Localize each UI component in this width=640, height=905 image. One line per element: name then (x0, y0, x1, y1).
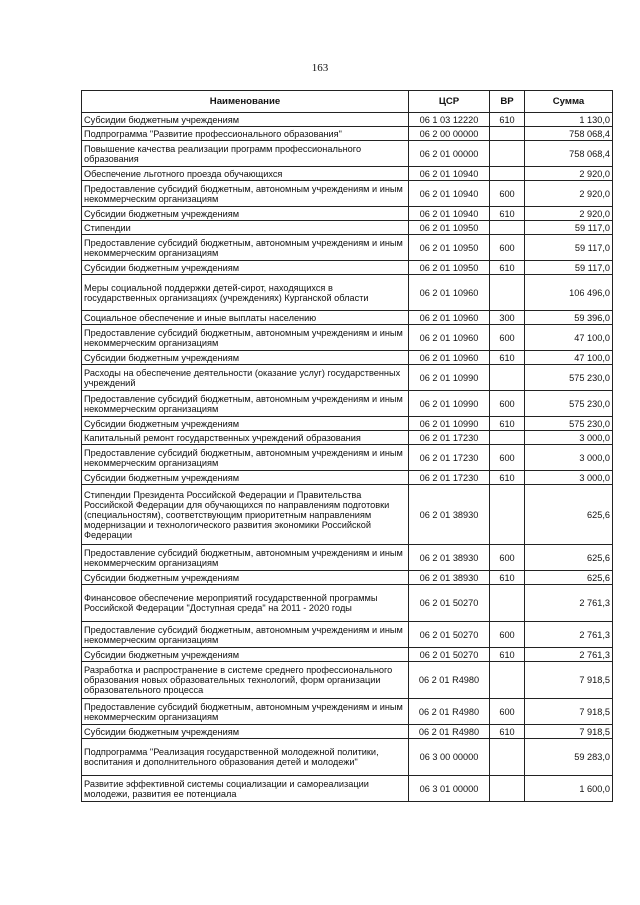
table-row (82, 391, 613, 417)
cell-csr: 06 2 01 50270 (409, 585, 490, 622)
table-row (82, 207, 613, 221)
table-row (82, 311, 613, 325)
cell-name: Предоставление субсидий бюджетным, автономным учреждениям и иным некоммерческим организациям (82, 445, 409, 471)
cell-vr: 600 (490, 545, 525, 571)
cell-sum: 2 761,3 (525, 622, 613, 648)
cell-vr: 600 (490, 622, 525, 648)
table-row (82, 622, 613, 648)
cell-sum: 2 761,3 (525, 648, 613, 662)
cell-vr (490, 776, 525, 802)
cell-sum: 2 920,0 (525, 207, 613, 221)
table-row (82, 739, 613, 776)
cell-csr: 06 2 01 10990 (409, 391, 490, 417)
cell-csr: 06 2 01 17230 (409, 471, 490, 485)
page-number: 163 (311, 62, 329, 74)
table-row (82, 776, 613, 802)
cell-name: Предоставление субсидий бюджетным, автономным учреждениям и иным некоммерческим организациям (82, 622, 409, 648)
cell-vr: 300 (490, 311, 525, 325)
cell-name: Подпрограмма "Реализация государственной молодежной политики, воспитания и дополнительного образования детей и молодежи" (82, 739, 409, 776)
cell-name: Субсидии бюджетным учреждениям (82, 571, 409, 585)
table-row (82, 261, 613, 275)
cell-name: Стипендии Президента Российской Федерации и Правительства Российской Федерации для обучающихся по направлениям подготовки (специальностям), соответствующим приоритетным направлениям модернизации и технологического развития экономики Российской Федерации (82, 485, 409, 545)
cell-csr: 06 2 01 10940 (409, 207, 490, 221)
cell-name: Предоставление субсидий бюджетным, автономным учреждениям и иным некоммерческим организациям (82, 699, 409, 725)
cell-vr: 610 (490, 207, 525, 221)
table-row (82, 431, 613, 445)
cell-sum: 2 761,3 (525, 585, 613, 622)
cell-vr: 610 (490, 571, 525, 585)
table-row (82, 725, 613, 739)
cell-csr: 06 2 01 00000 (409, 141, 490, 167)
cell-csr: 06 2 01 R4980 (409, 725, 490, 739)
cell-vr: 600 (490, 235, 525, 261)
cell-sum: 47 100,0 (525, 325, 613, 351)
cell-vr (490, 431, 525, 445)
table-row (82, 325, 613, 351)
cell-sum: 1 130,0 (525, 113, 613, 127)
cell-csr: 06 2 01 10960 (409, 275, 490, 311)
cell-name: Предоставление субсидий бюджетным, автономным учреждениям и иным некоммерческим организациям (82, 235, 409, 261)
cell-vr: 610 (490, 261, 525, 275)
cell-name: Субсидии бюджетным учреждениям (82, 261, 409, 275)
cell-name: Подпрограмма "Развитие профессионального образования" (82, 127, 409, 141)
cell-name: Меры социальной поддержки детей-сирот, находящихся в государственных организациях (учреждениях) Курганской области (82, 275, 409, 311)
cell-name: Предоставление субсидий бюджетным, автономным учреждениям и иным некоммерческим организациям (82, 325, 409, 351)
header-csr: ЦСР (409, 91, 490, 113)
table-row (82, 648, 613, 662)
cell-csr: 06 2 01 17230 (409, 431, 490, 445)
table-row (82, 365, 613, 391)
cell-vr: 610 (490, 417, 525, 431)
table-row (82, 417, 613, 431)
cell-csr: 06 3 00 00000 (409, 739, 490, 776)
cell-sum: 59 396,0 (525, 311, 613, 325)
cell-vr (490, 275, 525, 311)
cell-name: Обеспечение льготного проезда обучающихся (82, 167, 409, 181)
cell-name: Социальное обеспечение и иные выплаты населению (82, 311, 409, 325)
table-row (82, 351, 613, 365)
cell-sum: 2 920,0 (525, 181, 613, 207)
cell-sum: 59 117,0 (525, 261, 613, 275)
cell-name: Субсидии бюджетным учреждениям (82, 207, 409, 221)
cell-name: Финансовое обеспечение мероприятий государственной программы Российской Федерации "Доступная среда" на 2011 - 2020 годы (82, 585, 409, 622)
cell-sum: 106 496,0 (525, 275, 613, 311)
cell-csr: 06 1 03 12220 (409, 113, 490, 127)
header-sum: Сумма (525, 91, 613, 113)
cell-sum: 575 230,0 (525, 391, 613, 417)
cell-sum: 59 283,0 (525, 739, 613, 776)
cell-name: Предоставление субсидий бюджетным, автономным учреждениям и иным некоммерческим организациям (82, 545, 409, 571)
cell-sum: 3 000,0 (525, 445, 613, 471)
cell-vr (490, 739, 525, 776)
table-row (82, 662, 613, 699)
cell-vr (490, 127, 525, 141)
cell-name: Субсидии бюджетным учреждениям (82, 113, 409, 127)
header-name: Наименование (82, 91, 409, 113)
table-row (82, 113, 613, 127)
cell-sum: 2 920,0 (525, 167, 613, 181)
cell-vr: 600 (490, 391, 525, 417)
cell-vr (490, 221, 525, 235)
cell-vr (490, 485, 525, 545)
cell-sum: 7 918,5 (525, 662, 613, 699)
cell-vr: 600 (490, 445, 525, 471)
cell-sum: 7 918,5 (525, 725, 613, 739)
header-vr: ВР (490, 91, 525, 113)
cell-name: Субсидии бюджетным учреждениям (82, 648, 409, 662)
cell-csr: 06 3 01 00000 (409, 776, 490, 802)
cell-sum: 758 068,4 (525, 127, 613, 141)
cell-sum: 59 117,0 (525, 221, 613, 235)
cell-sum: 625,6 (525, 571, 613, 585)
cell-vr (490, 365, 525, 391)
cell-csr: 06 2 01 10940 (409, 181, 490, 207)
cell-csr: 06 2 01 50270 (409, 648, 490, 662)
cell-sum: 625,6 (525, 545, 613, 571)
cell-csr: 06 2 01 10990 (409, 365, 490, 391)
cell-name: Расходы на обеспечение деятельности (оказание услуг) государственных учреждений (82, 365, 409, 391)
cell-vr: 610 (490, 725, 525, 739)
cell-csr: 06 2 01 R4980 (409, 699, 490, 725)
table-row (82, 485, 613, 545)
cell-name: Субсидии бюджетным учреждениям (82, 725, 409, 739)
cell-sum: 7 918,5 (525, 699, 613, 725)
cell-csr: 06 2 01 17230 (409, 445, 490, 471)
cell-sum: 625,6 (525, 485, 613, 545)
cell-vr: 610 (490, 113, 525, 127)
table-row (82, 571, 613, 585)
cell-sum: 575 230,0 (525, 365, 613, 391)
cell-csr: 06 2 01 38930 (409, 485, 490, 545)
cell-sum: 575 230,0 (525, 417, 613, 431)
cell-vr: 600 (490, 325, 525, 351)
cell-sum: 758 068,4 (525, 141, 613, 167)
cell-csr: 06 2 01 R4980 (409, 662, 490, 699)
cell-sum: 3 000,0 (525, 471, 613, 485)
table-row (82, 545, 613, 571)
table-row (82, 585, 613, 622)
table-row (82, 471, 613, 485)
cell-csr: 06 2 01 38930 (409, 545, 490, 571)
cell-vr (490, 167, 525, 181)
cell-csr: 06 2 01 10960 (409, 351, 490, 365)
cell-name: Развитие эффективной системы социализации и самореализации молодежи, развития ее потенциала (82, 776, 409, 802)
table-row (82, 167, 613, 181)
cell-name: Капитальный ремонт государственных учреждений образования (82, 431, 409, 445)
cell-name: Субсидии бюджетным учреждениям (82, 351, 409, 365)
table-row (82, 699, 613, 725)
table-row (82, 127, 613, 141)
cell-vr (490, 585, 525, 622)
cell-csr: 06 2 00 00000 (409, 127, 490, 141)
cell-csr: 06 2 01 10950 (409, 235, 490, 261)
cell-name: Разработка и распространение в системе среднего профессионального образования новых образовательных технологий, форм организации образовательного процесса (82, 662, 409, 699)
cell-vr: 610 (490, 471, 525, 485)
cell-csr: 06 2 01 10950 (409, 221, 490, 235)
cell-csr: 06 2 01 10940 (409, 167, 490, 181)
cell-vr: 610 (490, 648, 525, 662)
cell-sum: 59 117,0 (525, 235, 613, 261)
cell-vr: 600 (490, 699, 525, 725)
table-header-row (82, 91, 613, 113)
table-row (82, 275, 613, 311)
table-row (82, 221, 613, 235)
cell-name: Стипендии (82, 221, 409, 235)
cell-csr: 06 2 01 10960 (409, 311, 490, 325)
table-row (82, 181, 613, 207)
cell-name: Субсидии бюджетным учреждениям (82, 417, 409, 431)
cell-csr: 06 2 01 38930 (409, 571, 490, 585)
cell-csr: 06 2 01 10960 (409, 325, 490, 351)
cell-sum: 1 600,0 (525, 776, 613, 802)
table-row (82, 445, 613, 471)
cell-name: Предоставление субсидий бюджетным, автономным учреждениям и иным некоммерческим организациям (82, 391, 409, 417)
cell-csr: 06 2 01 50270 (409, 622, 490, 648)
cell-vr: 610 (490, 351, 525, 365)
cell-name: Повышение качества реализации программ профессионального образования (82, 141, 409, 167)
table-body (82, 113, 613, 802)
cell-sum: 3 000,0 (525, 431, 613, 445)
cell-vr (490, 662, 525, 699)
cell-sum: 47 100,0 (525, 351, 613, 365)
cell-name: Субсидии бюджетным учреждениям (82, 471, 409, 485)
table-row (82, 141, 613, 167)
cell-name: Предоставление субсидий бюджетным, автономным учреждениям и иным некоммерческим организациям (82, 181, 409, 207)
cell-csr: 06 2 01 10990 (409, 417, 490, 431)
table-row (82, 235, 613, 261)
cell-vr (490, 141, 525, 167)
cell-vr: 600 (490, 181, 525, 207)
budget-table (81, 90, 613, 802)
cell-csr: 06 2 01 10950 (409, 261, 490, 275)
